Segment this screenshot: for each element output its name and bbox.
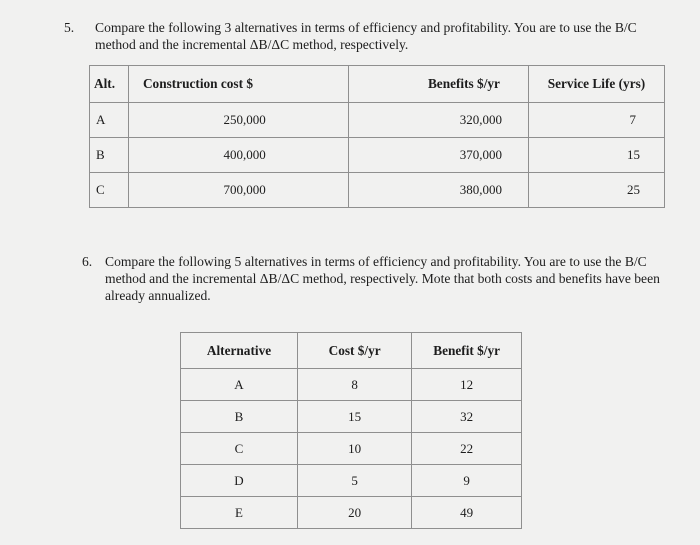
alternatives-table-1 xyxy=(89,65,665,208)
cell-benefits: 320,000 xyxy=(348,103,528,138)
table-row xyxy=(90,103,665,138)
table-row xyxy=(181,497,522,529)
table-row xyxy=(181,465,522,497)
cell-alt: E xyxy=(181,497,298,529)
table-row xyxy=(90,173,665,208)
cell-benefit: 22 xyxy=(412,433,522,465)
header-construction-cost: Construction cost $ xyxy=(128,66,348,103)
cell-cost: 8 xyxy=(298,369,412,401)
problem-5-text xyxy=(95,19,685,53)
cell-alt: A xyxy=(181,369,298,401)
problem-6-text xyxy=(105,253,690,304)
cell-benefit: 9 xyxy=(412,465,522,497)
header-cost: Cost $/yr xyxy=(298,333,412,369)
header-service-life: Service Life (yrs) xyxy=(528,66,664,103)
problem-6-number: 6. xyxy=(82,254,93,269)
problem-6-line-2: method and the incremental ΔB/ΔC method, respectively. Mote that both costs and benefits have been xyxy=(105,271,660,286)
cell-cost: 700,000 xyxy=(128,173,348,208)
header-alt: Alt. xyxy=(90,66,129,103)
cell-cost: 250,000 xyxy=(128,103,348,138)
cell-life: 15 xyxy=(528,138,664,173)
problem-5-line-2: method and the incremental ΔB/ΔC method, respectively. xyxy=(95,37,409,52)
table-2-header-row xyxy=(181,333,522,369)
cell-benefit: 49 xyxy=(412,497,522,529)
cell-alt: C xyxy=(181,433,298,465)
header-benefits: Benefits $/yr xyxy=(348,66,528,103)
cell-life: 7 xyxy=(528,103,664,138)
cell-cost: 10 xyxy=(298,433,412,465)
problem-5-line-1: Compare the following 3 alternatives in terms of efficiency and profitability. You are to use the B/C xyxy=(95,20,637,35)
table-row xyxy=(181,401,522,433)
cell-benefit: 12 xyxy=(412,369,522,401)
header-benefit: Benefit $/yr xyxy=(412,333,522,369)
table-1-header-row xyxy=(90,66,665,103)
cell-alt: D xyxy=(181,465,298,497)
problem-5-number: 5. xyxy=(64,20,75,35)
cell-cost: 5 xyxy=(298,465,412,497)
cell-benefits: 370,000 xyxy=(348,138,528,173)
header-alternative: Alternative xyxy=(181,333,298,369)
cell-cost: 400,000 xyxy=(128,138,348,173)
cell-cost: 20 xyxy=(298,497,412,529)
problem-6-line-1: Compare the following 5 alternatives in terms of efficiency and profitability. You are to use the B/C xyxy=(105,254,647,269)
table-row xyxy=(90,138,665,173)
cell-alt: A xyxy=(90,103,129,138)
alternatives-table-2 xyxy=(180,332,522,529)
cell-alt: B xyxy=(181,401,298,433)
cell-alt: C xyxy=(90,173,129,208)
cell-life: 25 xyxy=(528,173,664,208)
cell-alt: B xyxy=(90,138,129,173)
table-row xyxy=(181,369,522,401)
problem-6-line-3: already annualized. xyxy=(105,288,211,303)
cell-cost: 15 xyxy=(298,401,412,433)
table-row xyxy=(181,433,522,465)
cell-benefits: 380,000 xyxy=(348,173,528,208)
cell-benefit: 32 xyxy=(412,401,522,433)
